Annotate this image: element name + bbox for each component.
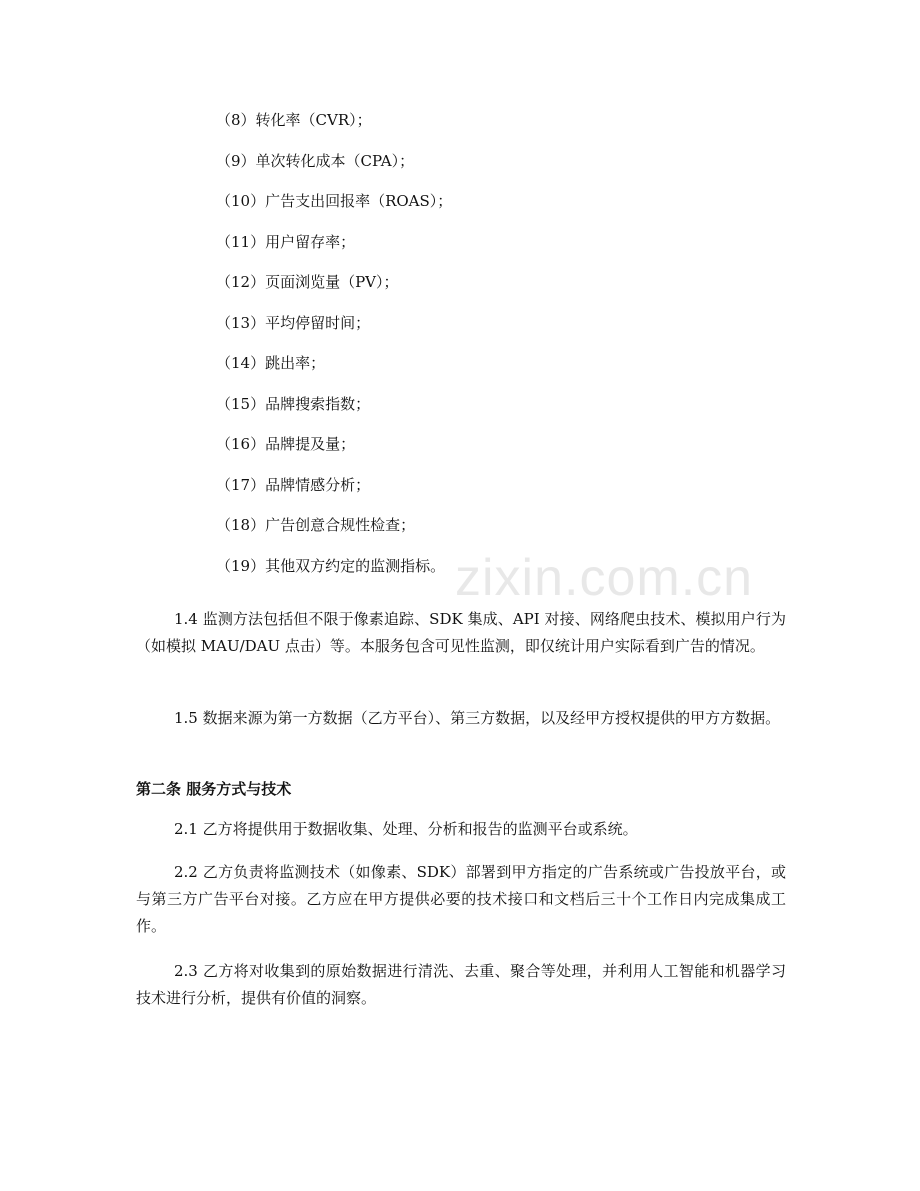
- list-item: （17）品牌情感分析；: [216, 475, 371, 494]
- paragraph-2-2: 2.2 乙方负责将监测技术（如像素、SDK）部署到甲方指定的广告系统或广告投放平台，或与第三方广告平台对接。乙方应在甲方提供必要的技术接口和文档后三十个工作日内完成集成工作。: [136, 863, 786, 935]
- paragraph-2-3: 2.3 乙方将对收集到的原始数据进行清洗、去重、聚合等处理，并利用人工智能和机器学习技术进行分析，提供有价值的洞察。: [136, 962, 786, 1007]
- list-item: （15）品牌搜索指数；: [216, 394, 371, 413]
- list-item: （9）单次转化成本（CPA）；: [216, 151, 415, 170]
- list-item: （10）广告支出回报率（ROAS）；: [216, 192, 453, 210]
- metrics-list: [216, 108, 816, 594]
- list-item: （16）品牌提及量；: [216, 435, 356, 453]
- paragraph-1-5: 1.5 数据来源为第一方数据（乙方平台）、第三方数据，以及经甲方授权提供的甲方方数据。: [174, 709, 781, 727]
- list-item: （19）其他双方约定的监测指标。: [216, 556, 446, 575]
- paragraph-2-1: 2.1 乙方将提供用于数据收集、处理、分析和报告的监测平台或系统。: [174, 820, 638, 838]
- list-item: （18）广告创意合规性检查；: [216, 516, 416, 534]
- list-item: （8）转化率（CVR）；: [216, 111, 372, 129]
- list-item: （11）用户留存率；: [216, 232, 356, 251]
- list-item: （14）跳出率；: [216, 354, 326, 372]
- paragraph-1-4: 1.4 监测方法包括但不限于像素追踪、SDK 集成、API 对接、网络爬虫技术、模拟用户行为（如模拟 MAU/DAU 点击）等。本服务包含可见性监测，即仅统计用户实际看到广告的情况。: [136, 610, 786, 655]
- list-item: （12）页面浏览量（PV）；: [216, 273, 399, 291]
- list-item: （13）平均停留时间；: [216, 313, 371, 332]
- section-heading: 第二条 服务方式与技术: [136, 780, 292, 798]
- watermark: zixin.com.cn: [455, 549, 754, 607]
